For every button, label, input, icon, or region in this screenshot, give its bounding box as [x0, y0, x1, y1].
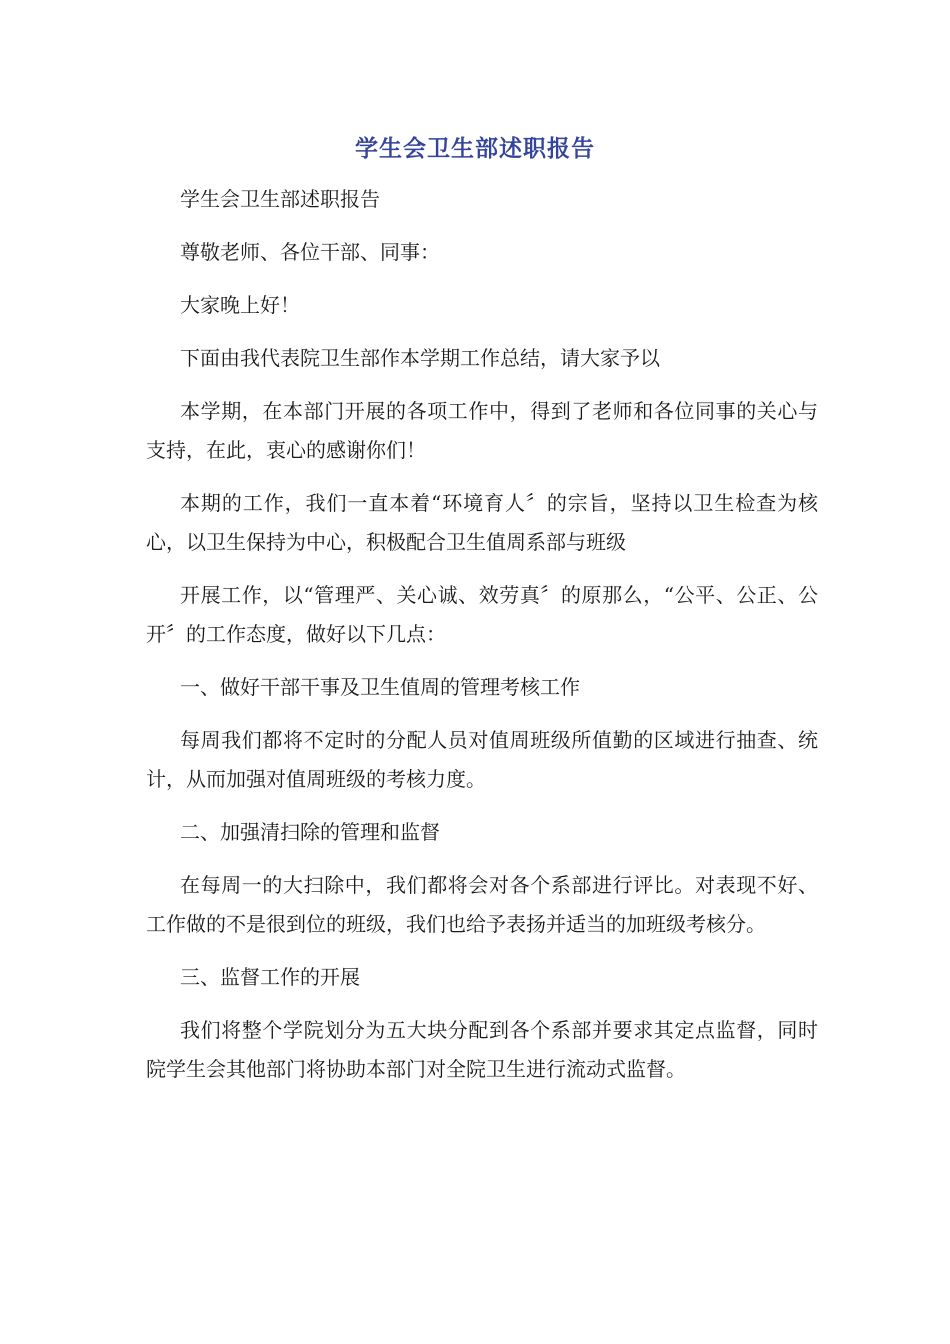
- paragraph-section-3: 我们将整个学院划分为五大块分配到各个系部并要求其定点监督，同时院学生会其他部门将协助本部门对全院卫生进行流动式监督。: [146, 1018, 818, 1081]
- paragraph-section-1: 每周我们都将不定时的分配人员对值周班级所值勤的区域进行抽查、统计，从而加强对值周班级的考核力度。: [146, 728, 818, 791]
- paragraph-salutation: 尊敬老师、各位干部、同事：: [180, 240, 440, 264]
- paragraph-greeting: 大家晚上好！: [180, 293, 300, 317]
- section-heading-1: 一、做好干部干事及卫生值周的管理考核工作: [180, 675, 580, 699]
- paragraph-principle: 本期的工作，我们一直本着“环境育人〞的宗旨，坚持以卫生检查为核心，以卫生保持为中心，积极配合卫生值周系部与班级: [146, 491, 818, 554]
- paragraph-section-2: 在每周一的大扫除中，我们都将会对各个系部进行评比。对表现不好、工作做的不是很到位的班级，我们也给予表扬并适当的加班级考核分。: [146, 873, 818, 936]
- paragraph-heading-repeat: 学生会卫生部述职报告: [180, 187, 380, 211]
- section-heading-3: 三、监督工作的开展: [180, 965, 360, 989]
- section-heading-2: 二、加强清扫除的管理和监督: [180, 820, 440, 844]
- document-body: [146, 180, 818, 1103]
- paragraph-intro: 下面由我代表院卫生部作本学期工作总结，请大家予以: [180, 346, 660, 370]
- paragraph-thanks: 本学期，在本部门开展的各项工作中，得到了老师和各位同事的关心与支持，在此，衷心的感谢你们！: [146, 399, 818, 462]
- document-title: 学生会卫生部述职报告: [355, 136, 595, 162]
- paragraph-attitude: 开展工作，以“管理严、关心诚、效劳真〞的原那么，“公平、公正、公开〞的工作态度，做好以下几点：: [146, 583, 818, 646]
